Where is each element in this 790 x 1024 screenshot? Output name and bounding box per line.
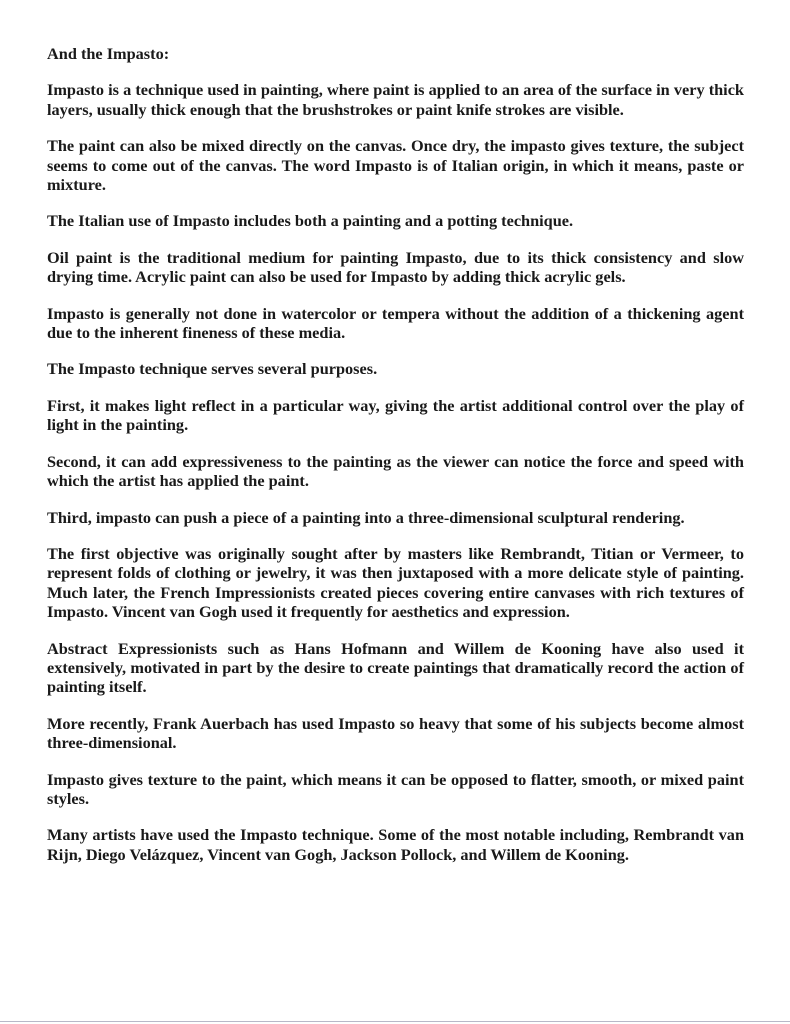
paragraph-purposes: The Impasto technique serves several purposes. [47,359,378,379]
document-heading: And the Impasto: [47,44,170,63]
paragraph-abstract-expressionists: Abstract Expressionists such as Hans Hofmann and Willem de Kooning have also used it extensively, motivated in part by the desire to create paintings that dramatically record the action of painting itself. [47,638,744,697]
paragraph-second-purpose: Second, it can add expressiveness to the painting as the viewer can notice the force and speed with which the artist has applied the paint. [47,451,744,491]
paragraph-origin: The paint can also be mixed directly on the canvas. Once dry, the impasto gives texture, the subject seems to come out of the canvas. The word Impasto is of Italian origin, in which it means, paste or mixture. [47,136,744,195]
paragraph-watercolor: Impasto is generally not done in watercolor or tempera without the addition of a thickening agent due to the inherent fineness of these media. [47,303,744,343]
paragraph-oil-paint: Oil paint is the traditional medium for painting Impasto, due to its thick consistency and slow drying time. Acrylic paint can also be used for Impasto by adding thick acrylic gels. [47,247,744,287]
paragraph-texture: Impasto gives texture to the paint, which means it can be opposed to flatter, smooth, or mixed paint styles. [47,769,744,808]
page-bottom-edge [0,1021,790,1022]
paragraph-definition: Impasto is a technique used in painting, where paint is applied to an area of the surface in very thick layers, usually thick enough that the brushstrokes or paint knife strokes are visible. [47,80,744,119]
paragraph-third-purpose: Third, impasto can push a piece of a painting into a three-dimensional sculptural rendering. [47,507,685,527]
paragraph-masters: The first objective was originally sought after by masters like Rembrandt, Titian or Vermeer, to represent folds of clothing or jewelry, it was then juxtaposed with a more delicate style of painting. Much later, the French Impressionists created pieces covering entire canvases with rich textures of Impasto. Vincent van Gogh used it frequently for aesthetics and expression. [47,543,744,622]
paragraph-auerbach: More recently, Frank Auerbach has used Impasto so heavy that some of his subjects become almost three-dimensional. [47,713,744,753]
paragraph-italian-use: The Italian use of Impasto includes both a painting and a potting technique. [47,211,574,231]
document-page [47,44,744,881]
paragraph-first-purpose: First, it makes light reflect in a particular way, giving the artist additional control over the play of light in the painting. [47,395,744,435]
paragraph-notable-artists: Many artists have used the Impasto technique. Some of the most notable including, Rembrandt van Rijn, Diego Velázquez, Vincent van Gogh, Jackson Pollock, and Willem de Kooning. [47,825,744,864]
